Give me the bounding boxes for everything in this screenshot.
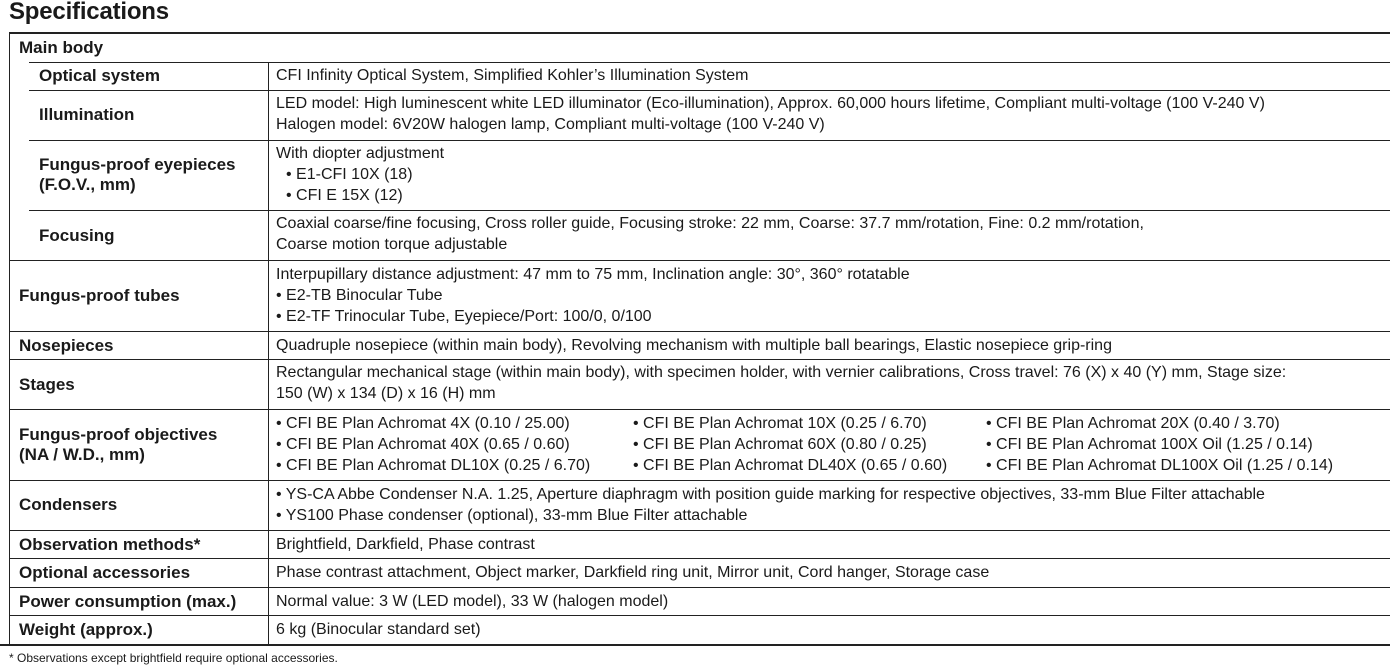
label-nosepieces: Nosepieces xyxy=(19,336,114,355)
rule xyxy=(9,260,1390,261)
page-title: Specifications xyxy=(9,0,169,25)
value-illumination: LED model: High luminescent white LED illuminator (Eco-illumination), Approx. 60,000 hours lifetime, Compliant multi-voltage (100 V-240 V) Halogen model: 6V20W halogen lamp, Compliant multi-voltage (100 V-240 V) xyxy=(276,95,1265,133)
rule xyxy=(9,359,1390,360)
section-main-body: Main body xyxy=(19,38,104,57)
header-rule xyxy=(9,32,1390,34)
label-objectives: Fungus-proof objectives (NA / W.D., mm) xyxy=(19,425,218,464)
rule xyxy=(9,480,1390,481)
bottom-rule xyxy=(0,644,1390,646)
footnote: * Observations except brightfield require optional accessories. xyxy=(9,651,338,665)
value-eyepieces: With diopter adjustment • E1-CFI 10X (18) • CFI E 15X (12) xyxy=(276,145,445,204)
rule xyxy=(9,530,1390,531)
objectives-column-3: • CFI BE Plan Achromat 20X (0.40 / 3.70) • CFI BE Plan Achromat 100X Oil (1.25 / 0.14) • CFI BE Plan Achromat DL100X Oil (1.25 / 0.14) xyxy=(986,415,1334,474)
value-tubes: Interpupillary distance adjustment: 47 mm to 75 mm, Inclination angle: 30°, 360° rotatable • E2-TB Binocular Tube • E2-TF Trinocular Tube, Eyepiece/Port: 100/0, 0/100 xyxy=(276,266,910,325)
label-tubes: Fungus-proof tubes xyxy=(19,286,180,305)
column-divider xyxy=(268,62,269,645)
value-accessories: Phase contrast attachment, Object marker, Darkfield ring unit, Mirror unit, Cord hanger, Storage case xyxy=(276,564,990,581)
label-eyepieces: Fungus-proof eyepieces (F.O.V., mm) xyxy=(39,155,236,194)
label-illumination: Illumination xyxy=(39,105,135,124)
rule xyxy=(9,615,1390,616)
value-stages: Rectangular mechanical stage (within main body), with specimen holder, with vernier calibrations, Cross travel: 76 (X) x 40 (Y) mm, Stage size: 150 (W) x 134 (D) x 16 (H) mm xyxy=(276,364,1287,402)
label-accessories: Optional accessories xyxy=(19,563,191,582)
value-nosepieces: Quadruple nosepiece (within main body), Revolving mechanism with multiple ball bearings, Elastic nosepiece grip-ring xyxy=(276,337,1112,354)
left-border xyxy=(9,33,10,645)
rule xyxy=(9,331,1390,332)
rule xyxy=(29,62,1390,63)
rule xyxy=(29,140,1390,141)
label-optical-system: Optical system xyxy=(39,66,160,85)
label-observation: Observation methods* xyxy=(19,535,201,554)
value-focusing: Coaxial coarse/fine focusing, Cross roller guide, Focusing stroke: 22 mm, Coarse: 37.7 mm/rotation, Fine: 0.2 mm/rotation, Coarse motion torque adjustable xyxy=(276,215,1144,253)
label-condensers: Condensers xyxy=(19,495,118,514)
objectives-column-2: • CFI BE Plan Achromat 10X (0.25 / 6.70) • CFI BE Plan Achromat 60X (0.80 / 0.25) • CFI BE Plan Achromat DL40X (0.65 / 0.60) xyxy=(633,415,948,474)
value-optical-system: CFI Infinity Optical System, Simplified Kohler’s Illumination System xyxy=(276,67,749,84)
rule xyxy=(9,587,1390,588)
value-weight: 6 kg (Binocular standard set) xyxy=(276,621,481,638)
label-weight: Weight (approx.) xyxy=(19,620,153,639)
rule xyxy=(9,558,1390,559)
value-condensers: • YS-CA Abbe Condenser N.A. 1.25, Aperture diaphragm with position guide marking for respective objectives, 33-mm Blue Filter attachable • YS100 Phase condenser (optional), 33-mm Blue Filter attachable xyxy=(276,486,1265,524)
rule xyxy=(29,90,1390,91)
value-power: Normal value: 3 W (LED model), 33 W (halogen model) xyxy=(276,593,669,610)
label-stages: Stages xyxy=(19,375,75,394)
objectives-column-1: • CFI BE Plan Achromat 4X (0.10 / 25.00) • CFI BE Plan Achromat 40X (0.65 / 0.60) • CFI BE Plan Achromat DL10X (0.25 / 6.70) xyxy=(276,415,591,474)
value-observation: Brightfield, Darkfield, Phase contrast xyxy=(276,536,535,553)
label-focusing: Focusing xyxy=(39,226,115,245)
rule xyxy=(9,409,1390,410)
label-power: Power consumption (max.) xyxy=(19,592,237,611)
rule xyxy=(29,210,1390,211)
